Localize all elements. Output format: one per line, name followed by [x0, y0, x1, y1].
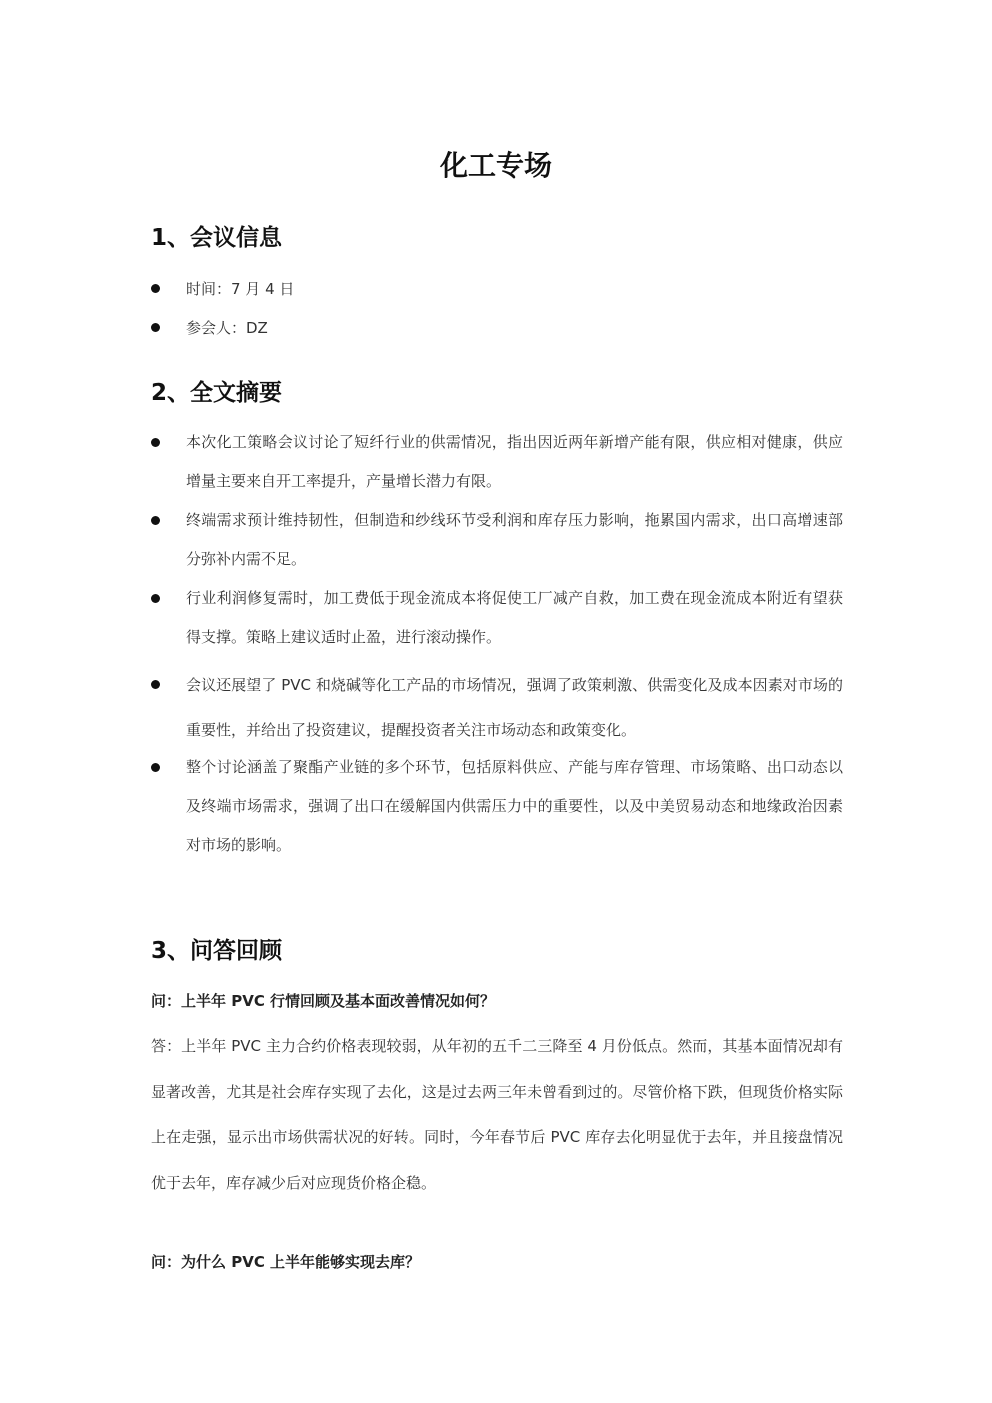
bullet-icon — [151, 323, 160, 332]
list-item — [151, 423, 843, 501]
bullet-icon — [151, 594, 160, 603]
bullet-icon — [151, 680, 160, 689]
bullet-icon — [151, 516, 160, 525]
list-item — [151, 579, 843, 657]
section-heading-qa: 3、问答回顾 — [151, 938, 283, 964]
list-item — [151, 663, 843, 753]
meeting-attendee-text: 参会人：DZ — [186, 319, 268, 337]
section-heading-summary: 2、全文摘要 — [151, 380, 283, 406]
summary-paragraph: 整个讨论涵盖了聚酯产业链的多个环节，包括原料供应、产能与库存管理、市场策略、出口动态以及终端市场需求，强调了出口在缓解国内供需压力中的重要性，以及中美贸易动态和地缘政治因素对市场的影响。 — [186, 758, 843, 854]
summary-paragraph: 会议还展望了 PVC 和烧碱等化工产品的市场情况，强调了政策刺激、供需变化及成本因素对市场的重要性，并给出了投资建议，提醒投资者关注市场动态和政策变化。 — [186, 676, 843, 739]
list-item — [151, 501, 843, 579]
qa-question: 问：为什么 PVC 上半年能够实现去库？ — [151, 1253, 421, 1271]
document-title: 化工专场 — [439, 149, 552, 182]
list-item — [151, 748, 843, 865]
list-item — [151, 274, 843, 304]
list-item — [151, 313, 843, 343]
bullet-icon — [151, 284, 160, 293]
qa-answer: 答：上半年 PVC 主力合约价格表现较弱，从年初的五千二三降至 4 月份低点。然而，其基本面情况却有显著改善，尤其是社会库存实现了去化，这是过去两三年未曾看到过的。尽管价格下跌，但现货价格实际上在走强，显示出市场供需状况的好转。同时，今年春节后 PVC 库存去化明显优于去年，并且接盘情况优于去年，库存减少后对应现货价格企稳。 — [151, 1037, 843, 1192]
qa-question: 问：上半年 PVC 行情回顾及基本面改善情况如何？ — [151, 992, 496, 1010]
bullet-icon — [151, 438, 160, 447]
bullet-icon — [151, 763, 160, 772]
summary-paragraph: 终端需求预计维持韧性，但制造和纱线环节受利润和库存压力影响，拖累国内需求，出口高增速部分弥补内需不足。 — [186, 511, 843, 568]
meeting-time-text: 时间：7 月 4 日 — [186, 280, 295, 298]
summary-paragraph: 本次化工策略会议讨论了短纤行业的供需情况，指出因近两年新增产能有限，供应相对健康，供应增量主要来自开工率提升，产量增长潜力有限。 — [186, 433, 843, 490]
section-heading-meeting-info: 1、会议信息 — [151, 225, 283, 251]
summary-paragraph: 行业利润修复需时，加工费低于现金流成本将促使工厂减产自救，加工费在现金流成本附近有望获得支撑。策略上建议适时止盈，进行滚动操作。 — [186, 589, 843, 646]
